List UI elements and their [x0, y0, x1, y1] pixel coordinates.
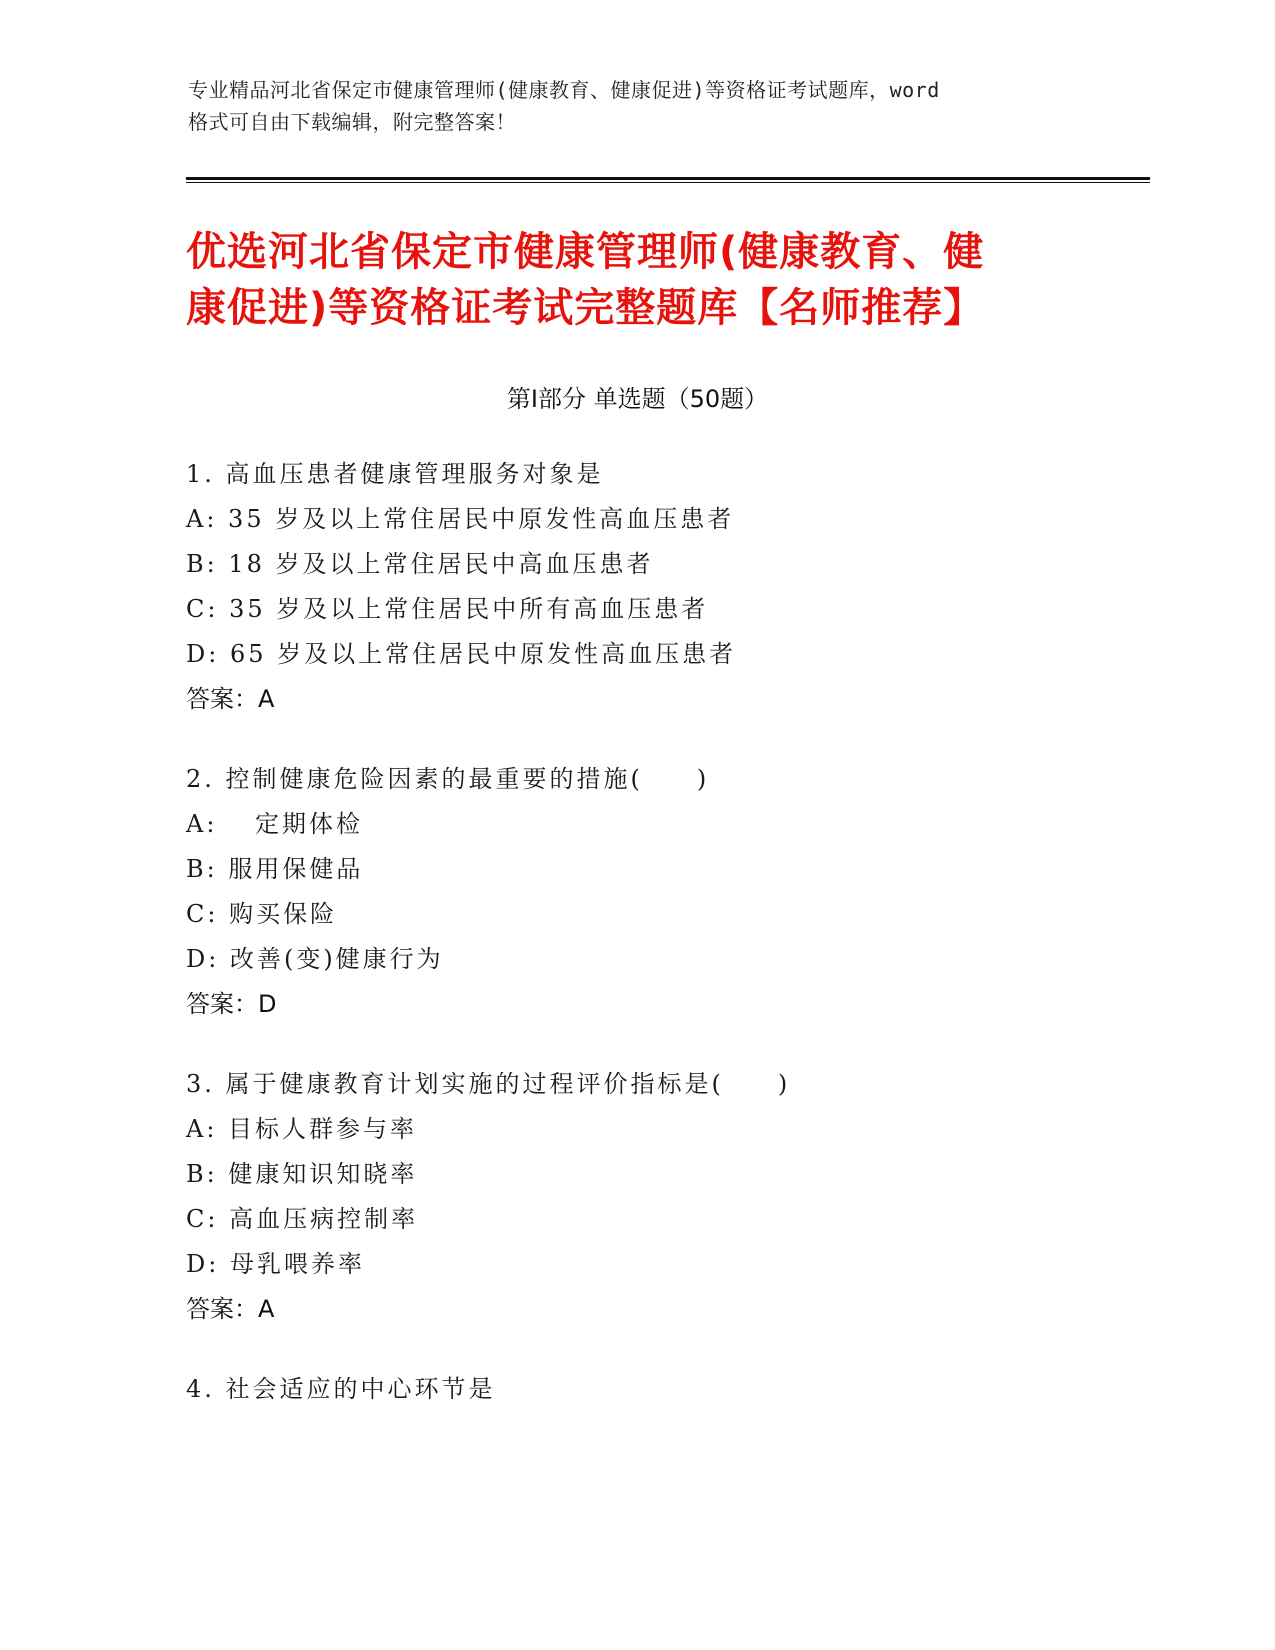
question-stem: 3. 属于健康教育计划实施的过程评价指标是( ): [186, 1070, 791, 1098]
question-stem: 1. 高血压患者健康管理服务对象是: [186, 460, 604, 488]
question-3: [186, 1062, 1086, 1332]
question-4: [186, 1367, 1086, 1412]
option-d: D: 改善(变)健康行为: [186, 945, 444, 973]
document-title-line-2: 康促进)等资格证考试完整题库【名师推荐】: [186, 285, 985, 331]
answer: 答案：D: [186, 990, 277, 1018]
header-note-line-2: 格式可自由下载编辑，附完整答案！: [188, 110, 516, 134]
option-c: C: 35 岁及以上常住居民中所有高血压患者: [186, 595, 709, 623]
document-title-line-1: 优选河北省保定市健康管理师(健康教育、健: [186, 229, 985, 275]
option-c: C: 高血压病控制率: [186, 1205, 419, 1233]
option-a: A: 35 岁及以上常住居民中原发性高血压患者: [186, 505, 735, 533]
option-b: B: 18 岁及以上常住居民中高血压患者: [186, 550, 654, 578]
option-a: A: 定期体检: [186, 810, 364, 838]
header-note-line-1: 专业精品河北省保定市健康管理师(健康教育、健康促进)等资格证考试题库，word: [188, 78, 940, 102]
answer: 答案：A: [186, 1295, 275, 1323]
header-note: [188, 74, 1108, 138]
option-d: D: 母乳喂养率: [186, 1250, 365, 1278]
option-b: B: 服用保健品: [186, 855, 364, 883]
answer: 答案：A: [186, 685, 275, 713]
header-divider-thin: [186, 182, 1150, 183]
option-c: C: 购买保险: [186, 900, 338, 928]
option-b: B: 健康知识知晓率: [186, 1160, 418, 1188]
question-stem: 4. 社会适应的中心环节是: [186, 1375, 496, 1403]
option-d: D: 65 岁及以上常住居民中原发性高血压患者: [186, 640, 737, 668]
option-a: A: 目标人群参与率: [186, 1115, 418, 1143]
document-title: [186, 224, 1106, 336]
question-1: [186, 452, 1086, 722]
section-title: 第Ⅰ部分 单选题（50题）: [506, 385, 769, 413]
question-2: [186, 757, 1086, 1027]
question-stem: 2. 控制健康危险因素的最重要的措施( ): [186, 765, 710, 793]
header-divider-thick: [186, 177, 1150, 180]
